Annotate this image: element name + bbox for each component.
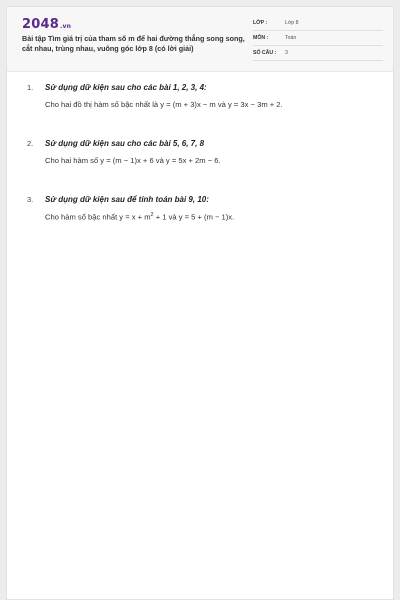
- worksheet-meta: [253, 16, 383, 61]
- question-body: Cho hai đồ thị hàm số bậc nhất là y = (m + 3)x − m và y = 3x − 3m + 2.: [45, 100, 283, 109]
- question-title: Sử dụng dữ kiện sau cho các bài 1, 2, 3, 4:: [45, 83, 207, 92]
- worksheet-page: [6, 6, 394, 600]
- question-title: Sử dụng dữ kiện sau để tính toán bài 9, 10:: [45, 195, 209, 204]
- question-item: [27, 195, 387, 222]
- question-body: Cho hai hàm số y = (m − 1)x + 6 và y = 5x + 2m − 6.: [45, 156, 221, 165]
- document-title: Bài tập Tìm giá trị của tham số m để hai đường thẳng song song, cắt nhau, trùng nhau, vuông góc lớp 8 (có lời giải): [22, 34, 245, 53]
- exponent: 2: [150, 212, 154, 218]
- question-header: [27, 139, 387, 148]
- question-body: [45, 212, 387, 222]
- question-body-text: + 1 và y = 5 + (m − 1)x.: [153, 212, 235, 222]
- meta-row-question-count: [253, 46, 383, 61]
- meta-label: MÔN :: [253, 35, 269, 41]
- question-title: Sử dụng dữ kiện sau cho các bài 5, 6, 7, 8: [45, 139, 205, 148]
- question-number: 3.: [27, 195, 34, 204]
- meta-row-subject: [253, 31, 383, 46]
- question-number: 1.: [27, 83, 34, 92]
- meta-row-class: [253, 16, 383, 31]
- question-header: [27, 83, 387, 92]
- logo-text: 2048: [22, 17, 59, 32]
- logo-domain: .vn: [59, 23, 72, 30]
- question-body-text: Cho hàm số bậc nhất y = x + m: [45, 212, 151, 222]
- meta-label: LỚP :: [253, 20, 268, 26]
- meta-value: 3: [285, 50, 288, 56]
- meta-value: Lớp 8: [285, 20, 299, 26]
- question-header: [27, 195, 387, 204]
- site-logo[interactable]: [22, 17, 71, 32]
- question-item: [27, 139, 387, 165]
- meta-label: SỐ CÂU :: [253, 50, 277, 56]
- question-item: [27, 83, 387, 109]
- worksheet-header: [7, 7, 393, 72]
- question-number: 2.: [27, 139, 34, 148]
- meta-value: Toán: [285, 35, 297, 41]
